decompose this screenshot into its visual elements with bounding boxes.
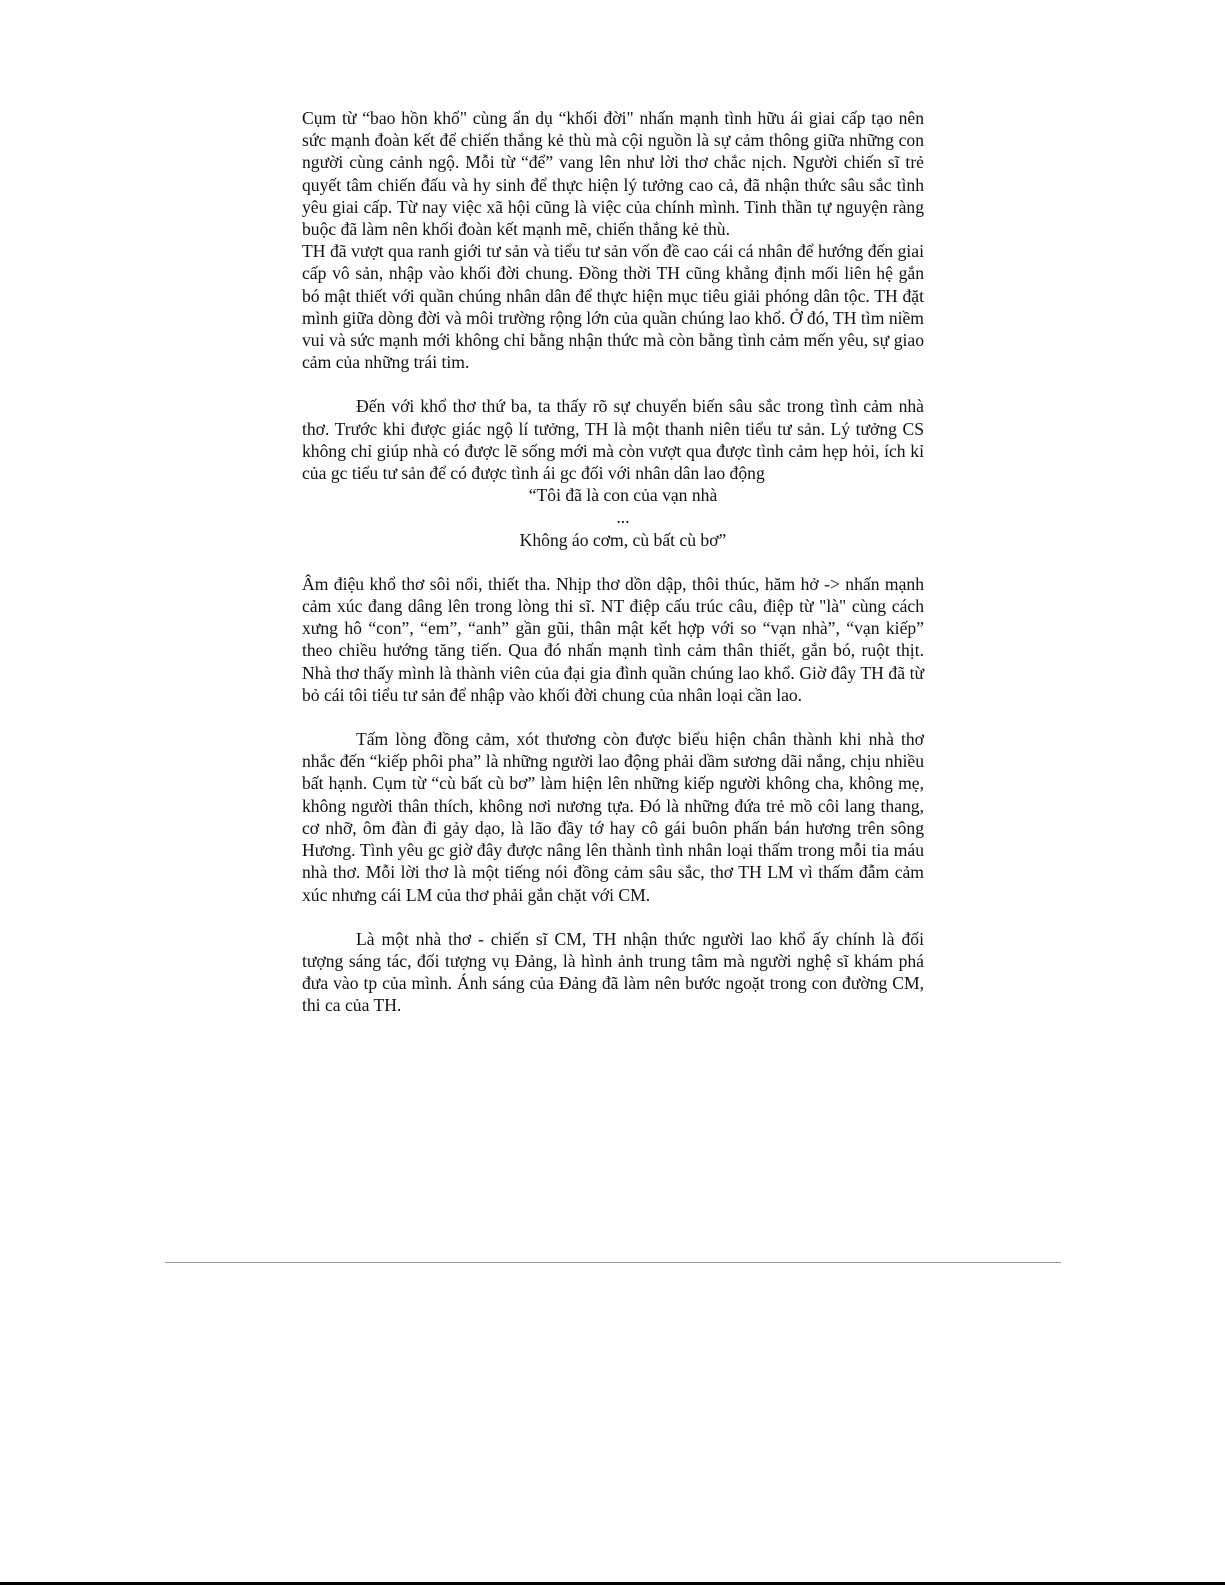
- poem-line-2: Không áo cơm, cù bất cù bơ”: [519, 529, 727, 550]
- paragraph-5: Tấm lòng đồng cảm, xót thương còn được biểu hiện chân thành khi nhà thơ nhắc đến “kiếp phôi pha” là những người lao động phải dầm sương dãi nắng, chịu nhiều bất hạnh. Cụm từ “cù bất cù bơ” làm hiện lên những kiếp người không cha, không mẹ, không người thân thích, không nơi nương tựa. Đó là những đứa trẻ mồ côi lang thang, cơ nhỡ, ôm đàn đi gảy dạo, là lão đầy tớ hay cô gái buôn phấn bán hương trên sông Hương. Tình yêu gc giờ đây được nâng lên thành tình nhân loại thấm trong mỗi tia máu nhà thơ. Mỗi lời thơ là một tiếng nói đồng cảm sâu sắc, thơ TH LM vì thấm đẫm cảm xúc nhưng cái LM của thơ phải gắn chặt với CM.: [302, 729, 924, 905]
- poem-line-1: “Tôi đã là con của vạn nhà: [528, 485, 718, 506]
- paragraph-6: Là một nhà thơ - chiến sĩ CM, TH nhận thức người lao khổ ấy chính là đối tượng sáng tác, đối tượng vụ Đảng, là hình ảnh trung tâm mà người nghệ sĩ khám phá đưa vào tp của mình. Ánh sáng của Đảng đã làm nên bước ngoặt trong con đường CM, thi ca của TH.: [302, 928, 924, 1016]
- paragraph-4: Âm điệu khổ thơ sôi nổi, thiết tha. Nhịp thơ dồn dập, thôi thúc, hăm hở -> nhấn mạnh cảm xúc đang dâng lên trong lòng thi sĩ. NT điệp cấu trúc câu, điệp từ "là" cùng cách xưng hô “con”, “em”, “anh” gần gũi, thân mật kết hợp với so “vạn nhà”, “vạn kiếp” theo chiều hướng tăng tiến. Qua đó nhấn mạnh tình cảm thân thiết, gắn bó, ruột thịt. Nhà thơ thấy mình là thành viên của đại gia đình quần chúng lao khổ. Giờ đây TH đã từ bỏ cái tôi tiểu tư sản để nhập vào khối đời chung của nhân loại cần lao.: [302, 573, 924, 705]
- paragraph-2: TH đã vượt qua ranh giới tư sản và tiểu tư sản vốn đề cao cái cá nhân để hướng đến giai cấp vô sản, nhập vào khối đời chung. Đồng thời TH cũng khẳng định mối liên hệ gắn bó mật thiết với quần chúng nhân dân để thực hiện mục tiêu giải phóng dân tộc. TH đặt mình giữa dòng đời và môi trường rộng lớn của quần chúng lao khổ. Ở đó, TH tìm niềm vui và sức mạnh mới không chỉ bằng nhận thức mà còn bằng tình cảm mến yêu, sự giao cảm của những trái tim.: [302, 241, 924, 373]
- paragraph-1: Cụm từ “bao hồn khổ" cùng ẩn dụ “khối đời" nhấn mạnh tình hữu ái giai cấp tạo nên sức mạnh đoàn kết để chiến thắng kẻ thù mà cội nguồn là sự cảm thông giữa những con người cùng cảnh ngộ. Mỗi từ “để” vang lên như lời thơ chắc nịch. Người chiến sĩ trẻ quyết tâm chiến đấu và hy sinh để thực hiện lý tưởng cao cả, đã nhận thức sâu sắc tình yêu giai cấp. Từ nay việc xã hội cũng là việc của chính mình. Tinh thần tự nguyện ràng buộc đã làm nên khối đoàn kết mạnh mẽ, chiến thắng kẻ thù.: [302, 108, 924, 240]
- paragraph-3: Đến với khổ thơ thứ ba, ta thấy rõ sự chuyển biến sâu sắc trong tình cảm nhà thơ. Trước khi được giác ngộ lí tưởng, TH là một thanh niên tiểu tư sản. Lý tưởng CS không chỉ giúp nhà có được lẽ sống mới mà còn vượt qua được tình cảm hẹp hỏi, ích kỉ của gc tiểu tư sản để có được tình ái gc đối với nhân dân lao động: [302, 396, 924, 484]
- document-body: [302, 107, 924, 1017]
- poem-quote: [302, 484, 924, 551]
- page-divider: [165, 1262, 1061, 1263]
- poem-ellipsis: ...: [616, 507, 630, 528]
